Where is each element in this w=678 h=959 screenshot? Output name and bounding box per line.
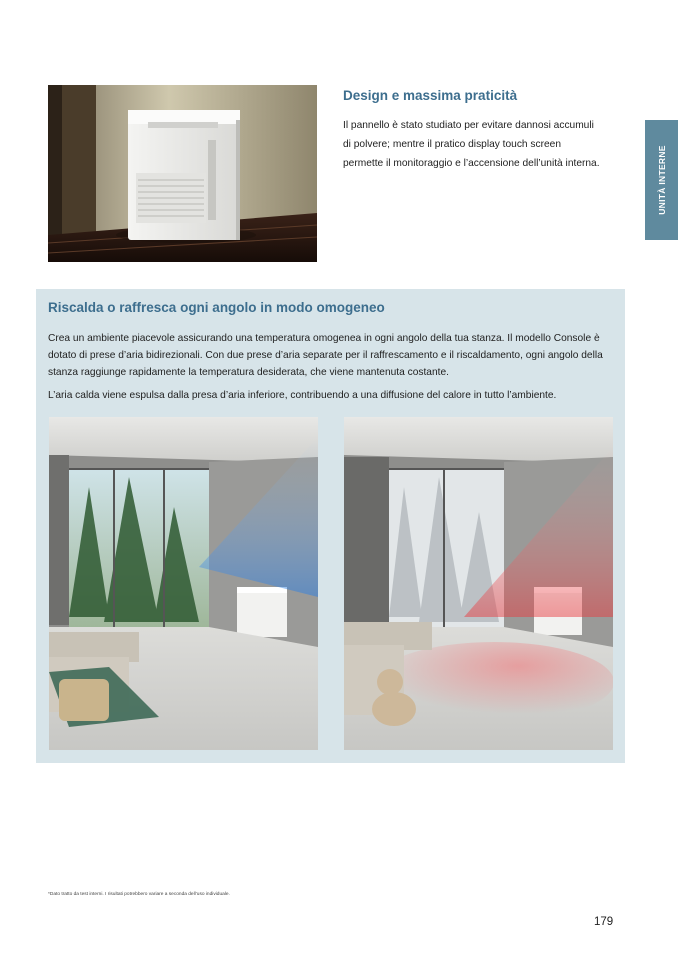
panel-paragraph: L’aria calda viene espulsa dalla presa d’aria inferiore, contribuendo a una diffusione del calore in tutto l’ambiente. xyxy=(48,390,557,401)
heating-room-photo xyxy=(344,417,613,750)
panel-paragraph: Crea un ambiente piacevole assicurando una temperatura omogenea in ogni angolo della tua stanza. Il modello Console è dotato di prese d’aria bidirezionali. Con due prese d’aria separate per il raffrescamento e il riscaldamento, ogni angolo della stanza raggiunge rapidamente la temperatura desiderata, che viene mantenuta costante. xyxy=(48,333,603,378)
design-line: permette il monitoraggio e l’accensione dell’unità interna. xyxy=(343,158,600,169)
console-unit-photo xyxy=(48,85,317,262)
feature-panel xyxy=(36,289,625,763)
design-line: di polvere; mentre il pratico display touch screen xyxy=(343,139,562,150)
design-heading: Design e massima praticità xyxy=(343,88,518,103)
footnote: *Dato tratto da test interni. I risultati potrebbero variare a seconda dell’uso individuale. xyxy=(48,892,230,897)
page-number: 179 xyxy=(594,916,614,928)
design-description xyxy=(343,116,623,173)
panel-heading: Riscalda o raffresca ogni angolo in modo omogeneo xyxy=(48,300,385,315)
section-side-tab xyxy=(645,120,678,240)
cooling-room-photo xyxy=(49,417,318,750)
design-line: Il pannello è stato studiato per evitare dannosi accumuli xyxy=(343,120,594,131)
side-tab-label: UNITÀ INTERNE xyxy=(656,145,667,215)
panel-text xyxy=(48,330,618,410)
